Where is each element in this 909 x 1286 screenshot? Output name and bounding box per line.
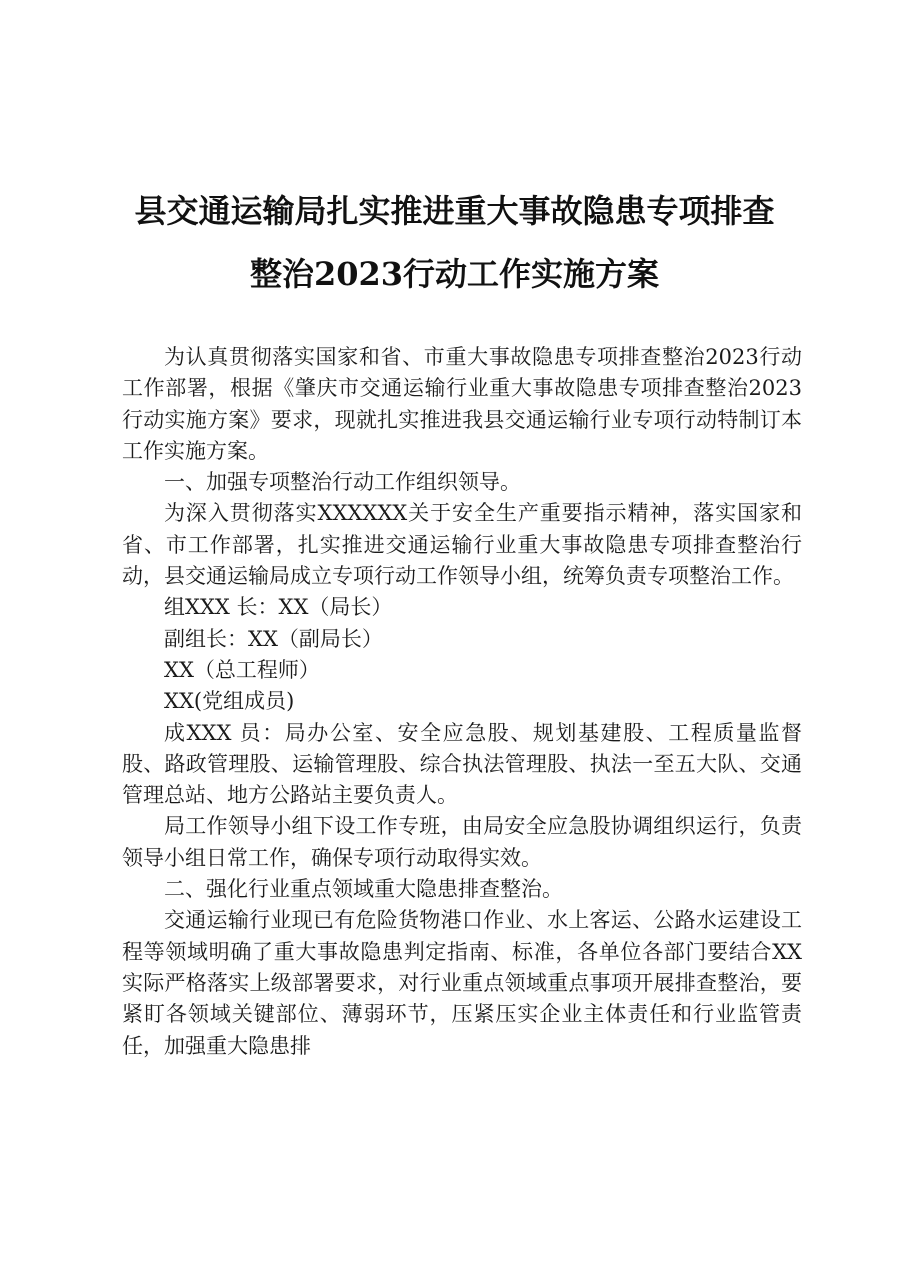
document-title-line-2: 整治2023行动工作实施方案 bbox=[249, 255, 660, 293]
document-body bbox=[122, 342, 802, 1062]
paragraph-group-leader: 组XXX 长：XX（局长） bbox=[164, 595, 393, 620]
paragraph-party-member: XX(党组成员) bbox=[164, 689, 295, 714]
paragraph-deputy-leader: 副组长：XX（副局长） bbox=[164, 626, 383, 651]
section-heading-1: 一、加强专项整治行动工作组织领导。 bbox=[164, 470, 521, 495]
paragraph-members: 成XXX 员：局办公室、安全应急股、规划基建股、工程质量监督股、路政管理股、运输管理股、综合执法管理股、执法一至五大队、交通管理总站、地方公路站主要负责人。 bbox=[122, 720, 802, 808]
paragraph-key-areas: 交通运输行业现已有危险货物港口作业、水上客运、公路水运建设工程等领域明确了重大事故隐患判定指南、标准，各单位各部门要结合XX实际严格落实上级部署要求，对行业重点领域重点事项开展排查整治，要紧盯各领域关键部位、薄弱环节，压紧压实企业主体责任和行业监管责任，加强重大隐患排 bbox=[122, 908, 802, 1058]
section-heading-2: 二、强化行业重点领域重大隐患排查整治。 bbox=[164, 877, 563, 902]
paragraph-intro: 为认真贯彻落实国家和省、市重大事故隐患专项排查整治2023行动工作部署，根据《肇庆市交通运输行业重大事故隐患专项排查整治2023行动实施方案》要求，现就扎实推进我县交通运输行业专项行动特制订本工作实施方案。 bbox=[122, 345, 802, 463]
paragraph-chief-engineer: XX（总工程师） bbox=[164, 657, 320, 682]
paragraph-working-team: 局工作领导小组下设工作专班，由局安全应急股协调组织运行，负责领导小组日常工作，确保专项行动取得实效。 bbox=[122, 814, 802, 870]
document-title-line-1: 县交通运输局扎实推进重大事故隐患专项排查 bbox=[134, 192, 775, 230]
paragraph-leadership: 为深入贯彻落实XXXXXX关于安全生产重要指示精神，落实国家和省、市工作部署，扎实推进交通运输行业重大事故隐患专项排查整治行动，县交通运输局成立专项行动工作领导小组，统筹负责专项整治工作。 bbox=[122, 501, 802, 589]
